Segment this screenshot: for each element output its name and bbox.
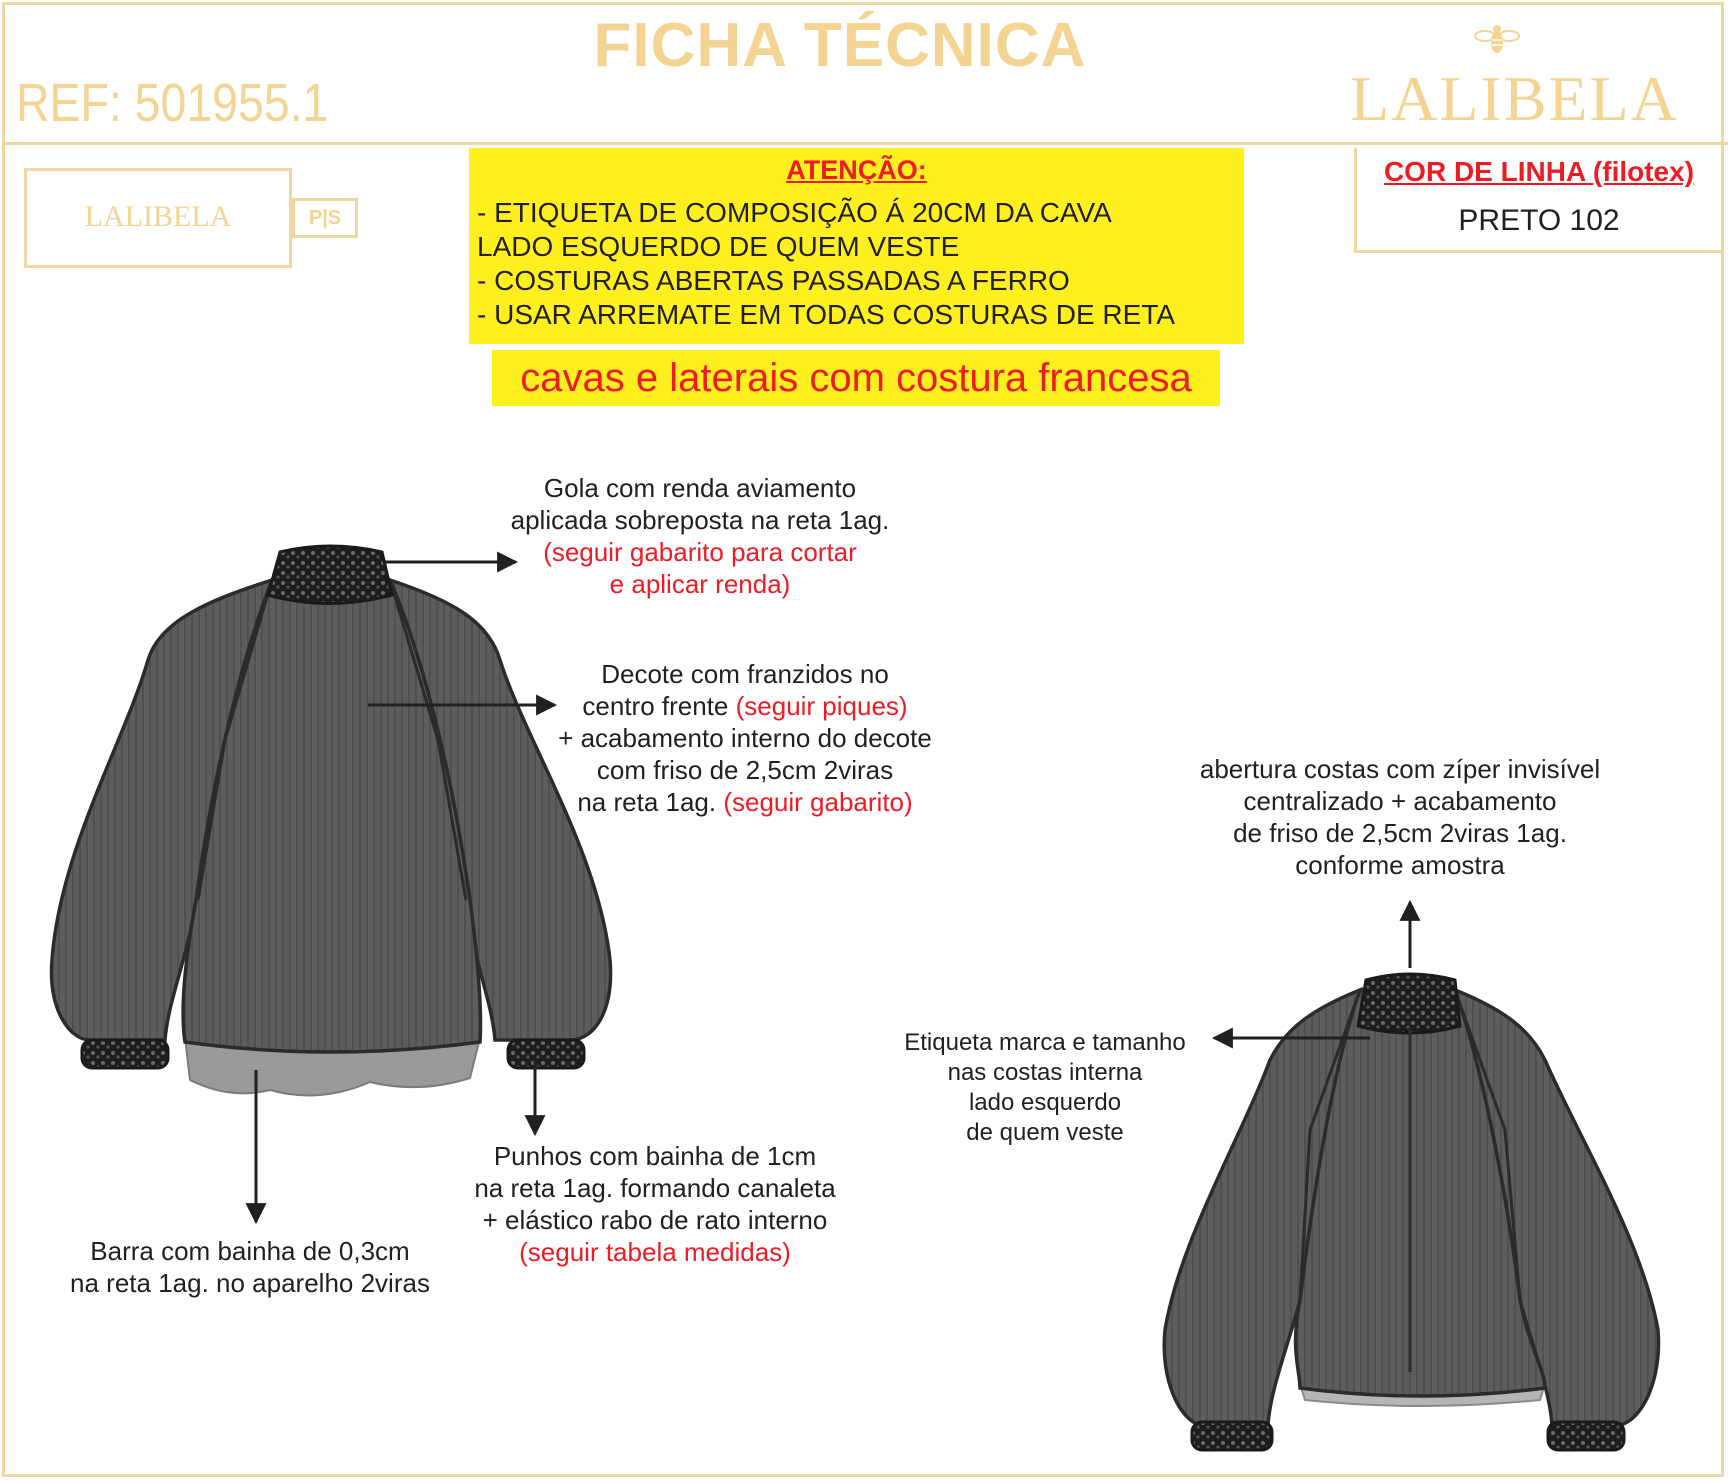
brand-logo: LALIBELA xyxy=(1350,63,1679,134)
front-lace-collar xyxy=(268,546,392,604)
attention-line: LADO ESQUERDO DE QUEM VESTE xyxy=(477,231,960,262)
size-label: P|S xyxy=(292,198,358,238)
back-label-note: Etiqueta marca e tamanho nas costas interna lado esquerdo de quem veste xyxy=(904,1029,1186,1146)
front-view-drawing xyxy=(52,546,611,1095)
thread-color-value: PRETO 102 xyxy=(1458,204,1620,237)
reference-code: REF: 501955.1 xyxy=(16,73,329,133)
back-view-drawing xyxy=(1164,974,1658,1450)
front-right-cuff xyxy=(508,1040,584,1068)
back-right-cuff xyxy=(1548,1422,1624,1450)
neckline-note: Decote com franzidos no centro frente (seguir piques) + acabamento interno do decote com friso de 2,5cm 2viras na reta 1ag. (seguir gabarito) xyxy=(558,659,932,817)
back-left-cuff xyxy=(1192,1422,1272,1450)
back-lace-collar xyxy=(1358,974,1460,1033)
seam-note: cavas e laterais com costura francesa xyxy=(520,356,1192,400)
brand-label-text: LALIBELA xyxy=(84,200,232,233)
attention-line: - ETIQUETA DE COMPOSIÇÃO Á 20CM DA CAVA xyxy=(477,197,1112,228)
attention-line: - COSTURAS ABERTAS PASSADAS A FERRO xyxy=(477,265,1070,296)
back-opening-note: abertura costas com zíper invisível centralizado + acabamento de friso de 2,5cm 2viras 1ag. conforme amostra xyxy=(1199,754,1601,880)
attention-title: ATENÇÃO: xyxy=(786,155,927,185)
attention-line: - USAR ARREMATE EM TODAS COSTURAS DE RETA xyxy=(477,299,1176,330)
front-left-cuff xyxy=(82,1040,168,1068)
thread-color-title: COR DE LINHA (filotex) xyxy=(1383,156,1695,187)
collar-note: Gola com renda aviamento aplicada sobreposta na reta 1ag. (seguir gabarito para cortar e aplicar renda) xyxy=(510,473,890,599)
hem-note: Barra com bainha de 0,3cm na reta 1ag. no aparelho 2viras xyxy=(70,1236,430,1298)
cuffs-note: Punhos com bainha de 1cm na reta 1ag. formando canaleta + elástico rabo de rato interno (seguir tabela medidas) xyxy=(474,1141,836,1267)
page-title: FICHA TÉCNICA xyxy=(593,11,1087,80)
